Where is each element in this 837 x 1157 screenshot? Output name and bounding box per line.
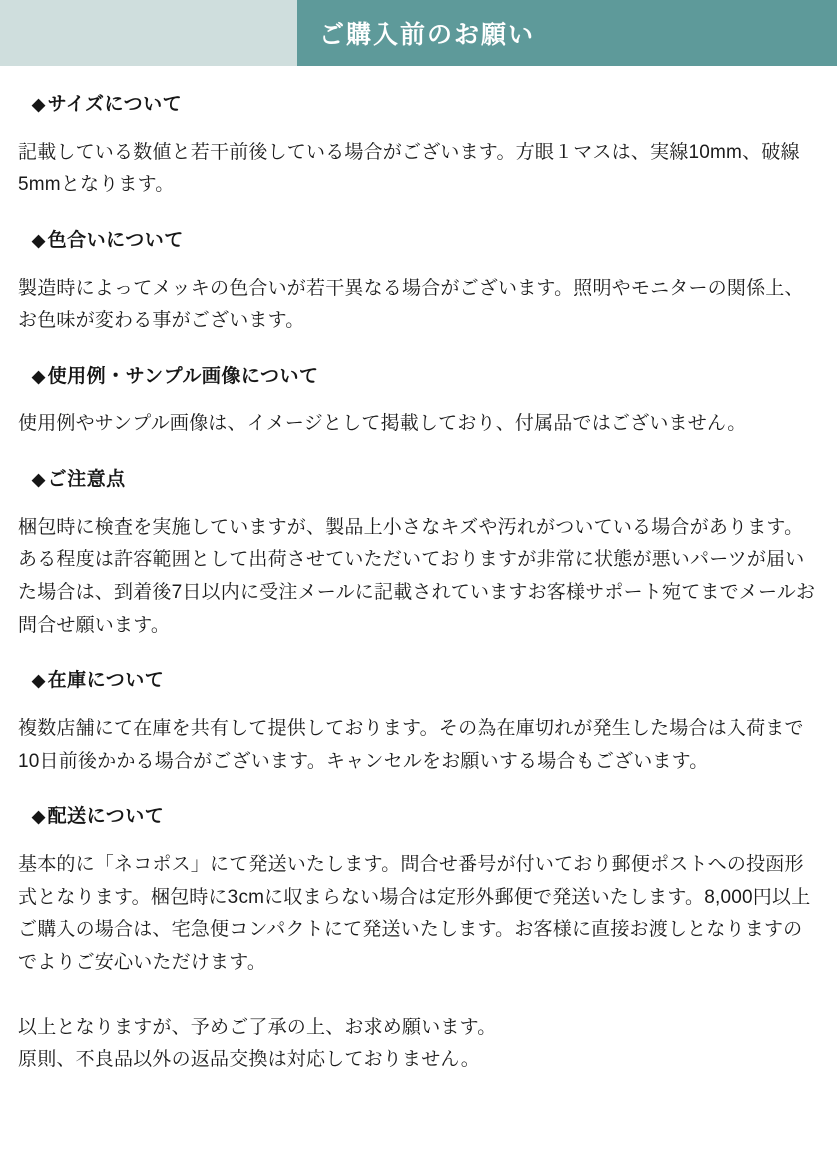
section-shipping bbox=[18, 804, 819, 979]
diamond-bullet-icon: ◆ bbox=[32, 470, 46, 490]
section-heading-label: 色合いについて bbox=[47, 229, 184, 251]
section-heading-label: 在庫について bbox=[47, 670, 165, 692]
diamond-bullet-icon: ◆ bbox=[32, 807, 46, 827]
page-title: ご購入前のお願い bbox=[319, 21, 536, 49]
section-color bbox=[18, 228, 819, 338]
closing-line-2: 原則、不良品以外の返品交換は対応しておりません。 bbox=[18, 1049, 480, 1071]
section-body: 製造時によってメッキの色合いが若干異なる場合がございます。照明やモニターの関係上、お色味が変わる事がございます。 bbox=[18, 277, 804, 332]
section-heading bbox=[32, 228, 819, 255]
section-heading-label: サイズについて bbox=[47, 94, 183, 115]
section-heading-label: 使用例・サンプル画像について bbox=[47, 365, 319, 387]
section-heading bbox=[32, 804, 819, 831]
section-heading bbox=[32, 92, 819, 119]
page-header bbox=[297, 0, 837, 66]
section-heading bbox=[32, 668, 819, 695]
diamond-bullet-icon: ◆ bbox=[32, 230, 46, 250]
header-accent-strip bbox=[0, 0, 297, 66]
section-cautions bbox=[18, 467, 819, 642]
section-body: 複数店舗にて在庫を共有して提供しております。その為在庫切れが発生した場合は入荷まで10日前後かかる場合がございます。キャンセルをお願いする場合もございます。 bbox=[18, 718, 804, 772]
section-heading-label: 配送について bbox=[47, 806, 165, 828]
section-sample-images bbox=[18, 364, 819, 441]
closing-note bbox=[18, 1012, 819, 1077]
section-stock bbox=[18, 668, 819, 778]
section-body: 記載している数値と若干前後している場合がございます。方眼１マスは、実線10mm、破線5mmとなります。 bbox=[18, 141, 800, 196]
section-body: 梱包時に検査を実施していますが、製品上小さなキズや汚れがついている場合があります。ある程度は許容範囲として出荷させていただいておりますが非常に状態が悪いパーツが届いた場合は、到着後7日以内に受注メールに記載されていますお客様サポート宛てまでメールお問合せ願います。 bbox=[18, 516, 816, 636]
section-heading-label: ご注意点 bbox=[47, 469, 126, 491]
closing-line-1: 以上となりますが、予めご了承の上、お求め願います。 bbox=[18, 1016, 497, 1038]
section-heading bbox=[32, 467, 819, 494]
diamond-bullet-icon: ◆ bbox=[32, 95, 46, 114]
section-body: 使用例やサンプル画像は、イメージとして掲載しており、付属品ではございません。 bbox=[18, 413, 747, 435]
notice-content bbox=[0, 66, 837, 1077]
diamond-bullet-icon: ◆ bbox=[32, 671, 46, 691]
section-size bbox=[18, 92, 819, 202]
diamond-bullet-icon: ◆ bbox=[32, 366, 46, 386]
section-body: 基本的に「ネコポス」にて発送いたします。問合せ番号が付いており郵便ポストへの投函形式となります。梱包時に3cmに収まらない場合は定形外郵便で発送いたします。8,000円以上ご購入の場合は、宅急便コンパクトにて発送いたします。お客様に直接お渡しとなりますのでよりご安心いただけます。 bbox=[18, 853, 811, 973]
section-heading bbox=[32, 364, 819, 391]
